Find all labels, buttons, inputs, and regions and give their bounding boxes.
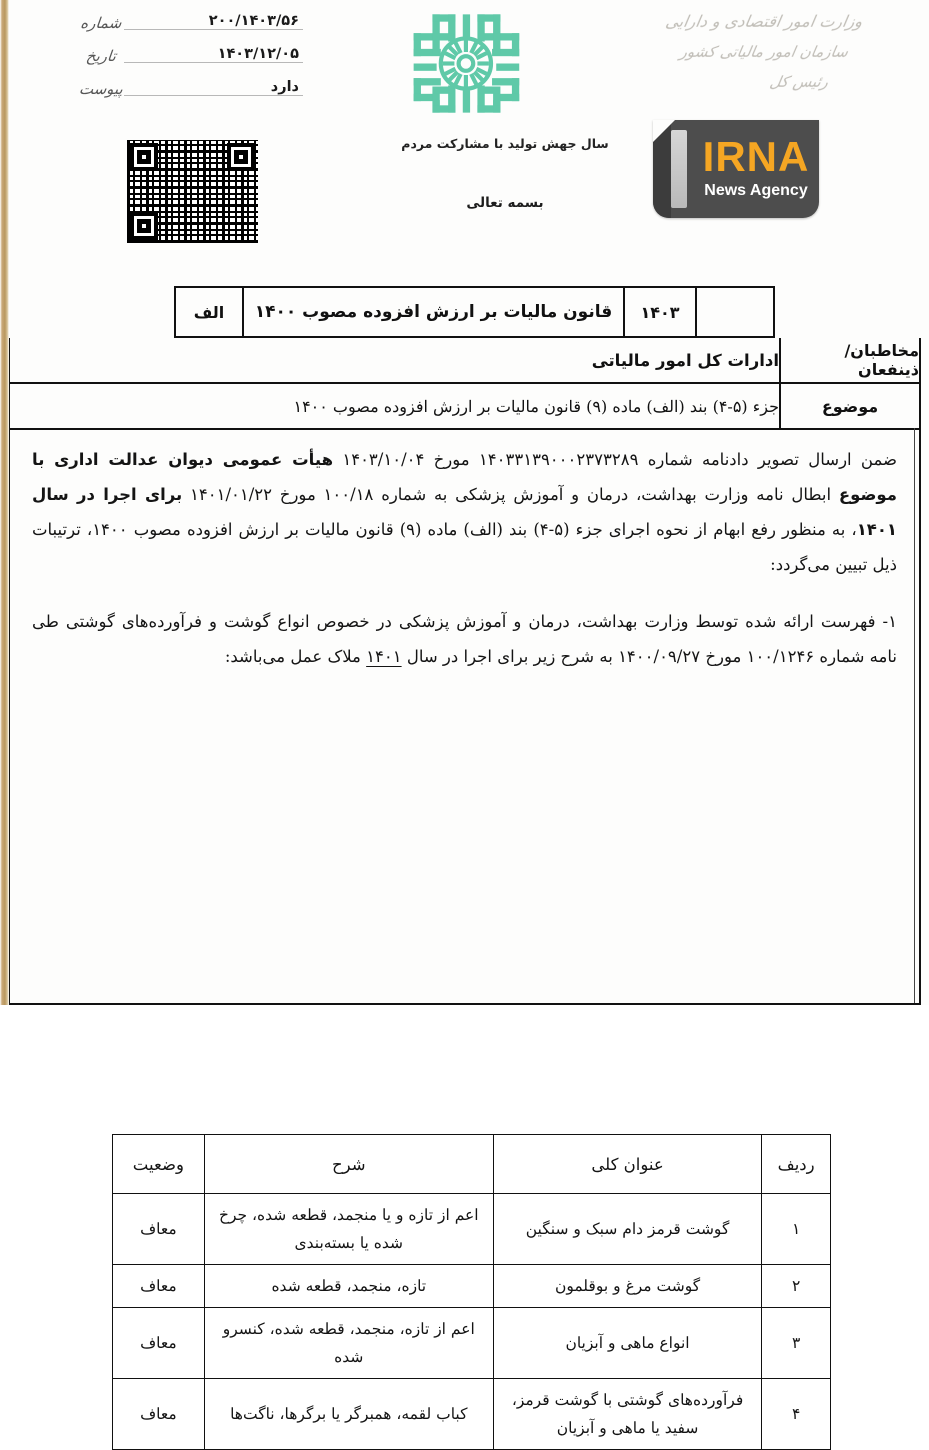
document-body	[8, 428, 921, 1437]
document-header	[0, 0, 929, 268]
irna-brand-text: IRNA	[702, 133, 810, 180]
attachment-label: پیوست	[78, 79, 124, 98]
row-radif: ۳	[762, 1308, 831, 1379]
classification-year-cell: ۱۴۰۳	[623, 288, 695, 336]
table-row	[113, 1379, 831, 1450]
table-row	[113, 1308, 831, 1379]
table-header-row	[113, 1135, 831, 1194]
attachment-line	[124, 72, 303, 105]
header-radif: ردیف	[762, 1135, 831, 1194]
table-row	[113, 1265, 831, 1308]
number-value: ۲۰۰/۱۴۰۳/۵۶	[208, 13, 299, 29]
date-label: تاریخ	[85, 46, 117, 65]
body-item-1: ۱- فهرست ارائه شده توسط وزارت بهداشت، درمان و آموزش پزشکی در خصوص انواع گوشت و فرآورده‌های گوشتی طی نامه شماره ۱۰۰/۱۲۴۶ مورخ ۱۴۰۰/۰۹/۲۷ به شرح زیر برای اجرا در سال ۱۴۰۱ ملاک عمل می‌باشد:	[32, 612, 897, 666]
row-title: فرآورده‌های گوشتی با گوشت قرمز، سفید یا ماهی و آبزیان	[493, 1379, 761, 1450]
row-title: انواع ماهی و آبزیان	[493, 1308, 761, 1379]
irna-corner-fold	[653, 120, 675, 142]
subject-value: جزء (۵-۴) بند (الف) ماده (۹) قانون مالیات بر ارزش افزوده مصوب ۱۴۰۰	[293, 396, 779, 416]
row-status: معاف	[113, 1194, 205, 1265]
field-row-subject	[10, 384, 919, 428]
qr-finder-top-right	[227, 143, 255, 171]
exempt-goods-table	[112, 1134, 831, 1450]
irna-subtitle-text: News Agency	[704, 182, 808, 199]
classification-table	[174, 286, 775, 338]
document-fields-table	[8, 338, 921, 430]
classification-law-cell: قانون مالیات بر ارزش افزوده مصوب ۱۴۰۰	[242, 288, 623, 336]
row-title: گوشت مرغ و بوقلمون	[493, 1265, 761, 1308]
row-desc: تازه، منجمد، قطعه شده	[204, 1265, 493, 1308]
body-paragraph-1: ضمن ارسال تصویر دادنامه شماره ۱۴۰۳۳۱۳۹۰۰۰۲۳۷۳۲۸۹ مورخ ۱۴۰۳/۱۰/۰۴ هیأت عمومی دیوان عدالت اداری با موضوع ابطال نامه وزارت بهداشت، درمان و آموزش پزشکی به شماره ۱۰۰/۱۸ مورخ ۱۴۰۱/۰۱/۲۲ برای اجرا در سال ۱۴۰۱، به منظور رفع ابهام از نحوه اجرای جزء (۵-۴) بند (الف) ماده (۹) قانون مالیات بر ارزش افزوده مصوب ۱۴۰۰، ترتیبات ذیل تبیین می‌گردد:	[32, 450, 898, 574]
document-meta-block	[78, 6, 303, 116]
letterhead-line-organization: سازمان امور مالیاتی کشور	[678, 43, 850, 61]
organization-emblem-icon	[405, 6, 531, 121]
row-status: معاف	[113, 1265, 205, 1308]
meta-row-date	[78, 39, 303, 72]
ministry-letterhead	[629, 8, 899, 118]
header-desc: شرح	[204, 1135, 493, 1194]
header-status: وضعیت	[113, 1135, 205, 1194]
letterhead-line-ministry: وزارت امور اقتصادی و دارایی	[664, 12, 864, 31]
row-radif: ۴	[762, 1379, 831, 1450]
attachment-value: دارد	[270, 79, 299, 95]
meta-row-number	[78, 6, 303, 39]
row-radif: ۱	[762, 1194, 831, 1265]
subject-label: موضوع	[779, 384, 919, 428]
audience-label: مخاطبان/ ذینفعان	[779, 338, 919, 382]
year-slogan: سال جهش تولید با مشارکت مردم	[401, 136, 609, 151]
irna-watermark-logo	[653, 120, 819, 218]
row-desc: اعم از تازه و یا منجمد، قطعه شده، چرخ شده یا بسته‌بندی	[204, 1194, 493, 1265]
number-label: شماره	[79, 13, 123, 32]
row-desc: کباب لقمه، همبرگر یا برگرها، ناگت‌ها	[204, 1379, 493, 1450]
table-row	[113, 1194, 831, 1265]
header-title: عنوان کلی	[493, 1135, 761, 1194]
date-line	[124, 39, 303, 72]
classification-code-cell: الف	[193, 302, 225, 322]
row-status: معاف	[113, 1379, 205, 1450]
letterhead-line-title: رئیس کل	[768, 73, 830, 91]
emblem-rosette	[441, 38, 491, 88]
date-value: ۱۴۰۳/۱۲/۰۵	[217, 46, 299, 62]
qr-code	[127, 140, 258, 243]
audience-value: ادارات کل امور مالیاتی	[591, 350, 779, 370]
row-title: گوشت قرمز دام سبک و سنگین	[493, 1194, 761, 1265]
row-status: معاف	[113, 1308, 205, 1379]
basmala-text: بسمه تعالی	[466, 195, 544, 211]
number-line	[124, 6, 303, 39]
page-left-edge-artifact	[0, 0, 9, 1005]
qr-finder-bottom-left	[130, 212, 158, 240]
meta-row-attachment	[78, 72, 303, 105]
row-desc: اعم از تازه، منجمد، قطعه شده، کنسرو شده	[204, 1308, 493, 1379]
field-row-audience	[10, 338, 919, 384]
classification-empty-cell	[695, 288, 773, 336]
row-radif: ۲	[762, 1265, 831, 1308]
qr-finder-top-left	[130, 143, 158, 171]
